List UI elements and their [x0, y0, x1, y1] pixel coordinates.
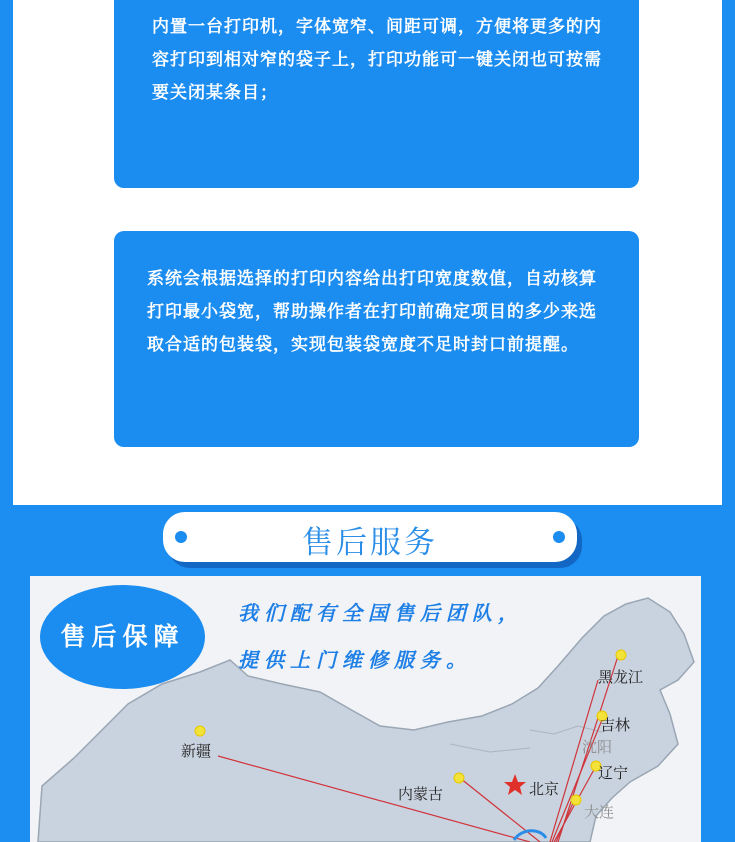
service-header-bar: [163, 512, 577, 562]
feature-card-print-text: 内置一台打印机，字体宽窄、间距可调，方便将更多的内容打印到相对窄的袋子上，打印功能可一键关闭也可按需要关闭某条目；: [152, 17, 602, 103]
service-title: 售后服务: [302, 525, 438, 561]
feature-card-width: [114, 231, 639, 447]
city-label-shenyang: 沈阳: [582, 738, 613, 756]
city-label-liaoning: 辽宁: [598, 764, 629, 782]
feature-card-print: [114, 0, 639, 188]
service-map-area: [30, 576, 701, 842]
city-label-heilongjiang: 黑龙江: [598, 668, 644, 686]
city-label-jilin: 吉林: [600, 716, 631, 734]
marker-dalian: [571, 795, 581, 805]
marker-xinjiang: [195, 726, 205, 736]
slogan-line-2: 提供上门维修服务。: [238, 648, 472, 672]
city-label-neimenggu: 内蒙古: [398, 785, 444, 803]
aftersale-badge: 售后保障: [40, 585, 205, 689]
city-label-xinjiang: 新疆: [181, 742, 212, 760]
marker-heilongjiang: [616, 650, 626, 660]
city-label-beijing: 北京: [529, 780, 560, 798]
slogan-line-1: 我们配有全国售后团队，: [238, 601, 524, 625]
feature-card-width-text: 系统会根据选择的打印内容给出打印宽度数值，自动核算打印最小袋宽，帮助操作者在打印前确定项目的多少来选取合适的包装袋，实现包装袋宽度不足时封口前提醒。: [147, 269, 597, 355]
city-label-dalian: 大连: [584, 803, 615, 821]
marker-neimenggu: [454, 773, 464, 783]
bullet-dot-right: [553, 531, 565, 543]
